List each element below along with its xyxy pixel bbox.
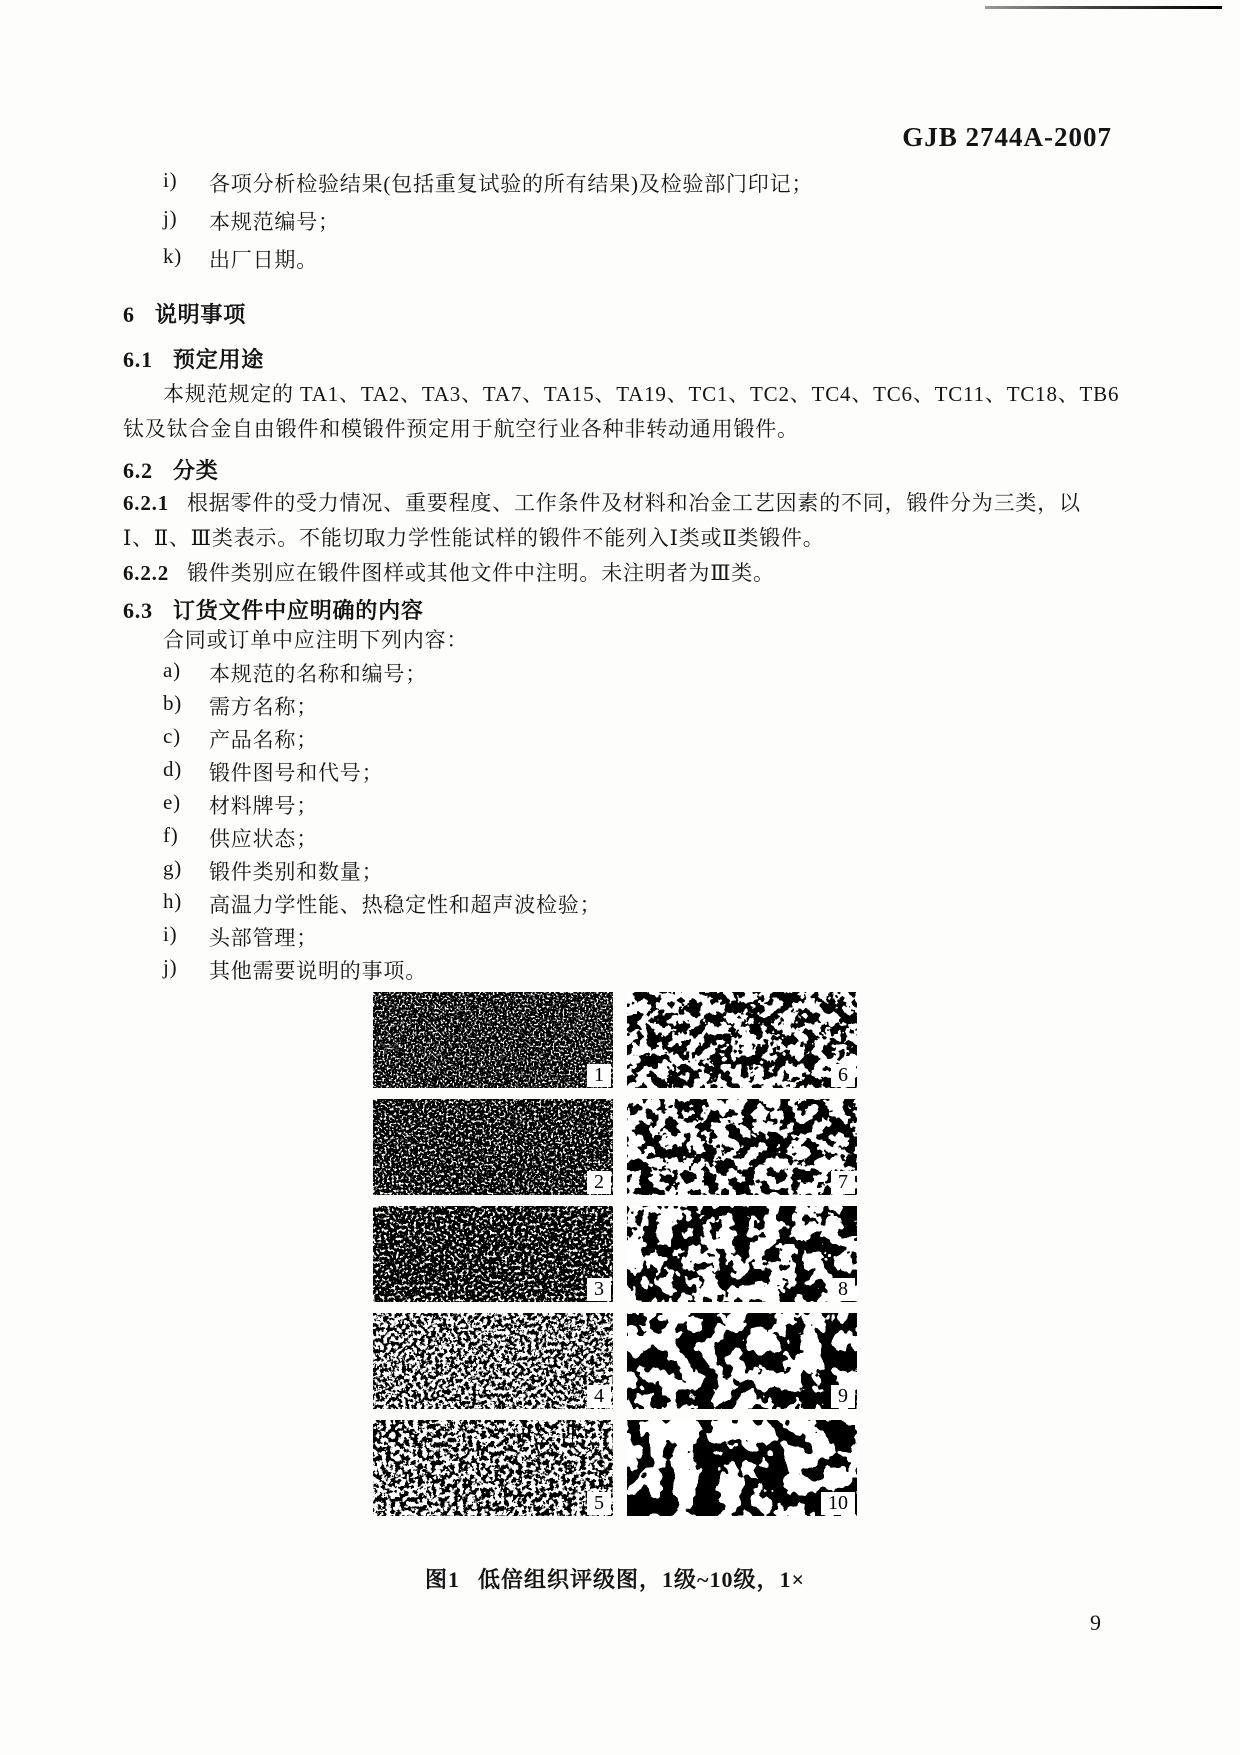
section-number: 6 xyxy=(123,302,135,327)
paragraph-line: Ⅰ、Ⅱ、Ⅲ类表示。不能切取力学性能试样的锻件不能列入Ⅰ类或Ⅱ类锻件。 xyxy=(123,526,825,550)
list-item-label: j) xyxy=(163,955,178,979)
list-item-label: b) xyxy=(163,691,183,715)
list-item-label: j) xyxy=(163,206,178,230)
list-item-e xyxy=(123,790,1123,823)
figure-caption-text: 低倍组织评级图，1级~10级，1× xyxy=(478,1567,805,1592)
paragraph-line: 本规范规定的 TA1、TA2、TA3、TA7、TA15、TA19、TC1、TC2、TC4、TC6、TC11、TC18、TB6 xyxy=(163,382,1120,406)
list-item-label: f) xyxy=(163,823,179,847)
micrograph-grade-label: 3 xyxy=(587,1278,611,1301)
list-item-j xyxy=(123,206,1123,244)
list-item-i xyxy=(123,168,1123,206)
micrograph-image-8 xyxy=(627,1206,857,1302)
doc-number: GJB 2744A-2007 xyxy=(902,122,1112,152)
clause-text: 根据零件的受力情况、重要程度、工作条件及材料和冶金工艺因素的不同，锻件分为三类，以 xyxy=(187,491,1081,515)
clause-number: 6.2.2 xyxy=(123,561,169,585)
list-item-label: a) xyxy=(163,658,181,682)
list-item-b xyxy=(123,691,1123,724)
list-item-label: g) xyxy=(163,856,183,880)
list-item-text: 锻件图号和代号； xyxy=(209,761,384,785)
paragraph-line xyxy=(123,487,1123,522)
list-item-text: 头部管理； xyxy=(209,926,318,950)
list-item-label: d) xyxy=(163,757,183,781)
section-6-1-paragraph xyxy=(123,378,1123,448)
section-title: 说明事项 xyxy=(154,302,247,327)
micrograph-grade-label: 6 xyxy=(831,1064,855,1087)
list-item-text: 本规范的名称和编号； xyxy=(209,662,427,686)
micrograph-grade-label: 7 xyxy=(831,1171,855,1194)
list-item-text: 材料牌号； xyxy=(209,794,318,818)
micrograph-grade-label: 10 xyxy=(821,1492,855,1515)
list-item-j xyxy=(123,955,1123,988)
micrograph-image-1 xyxy=(373,992,613,1088)
list-item-label: k) xyxy=(163,244,183,268)
list-item-text: 本规范编号； xyxy=(209,210,340,234)
page-content xyxy=(123,168,1123,988)
list-item-text: 高温力学性能、热稳定性和超声波检验； xyxy=(209,893,602,917)
list-item-label: h) xyxy=(163,889,183,913)
continuation-list xyxy=(123,168,1123,282)
list-item-text: 出厂日期。 xyxy=(209,248,318,272)
section-6-2-heading xyxy=(123,454,1123,484)
micrograph-grade-label: 5 xyxy=(587,1492,611,1515)
section-number: 6.3 xyxy=(123,598,153,623)
section-6-3-heading xyxy=(123,594,1123,624)
header-rule xyxy=(985,6,1222,9)
figure-caption xyxy=(323,1563,907,1594)
list-item-a xyxy=(123,658,1123,691)
micrograph-grade-label: 2 xyxy=(587,1171,611,1194)
figure-grid xyxy=(373,992,857,1516)
section-title: 分类 xyxy=(172,458,219,483)
section-6-heading xyxy=(123,298,1123,328)
clause-text: 锻件类别应在锻件图样或其他文件中注明。未注明者为Ⅲ类。 xyxy=(187,561,775,585)
section-number: 6.1 xyxy=(123,347,153,372)
list-item-text: 需方名称； xyxy=(209,695,318,719)
figure-1 xyxy=(373,992,857,1516)
micrograph-image-3 xyxy=(373,1206,613,1302)
list-item-label: c) xyxy=(163,724,181,748)
micrograph-grade-label: 9 xyxy=(831,1385,855,1408)
list-item-text: 供应状态； xyxy=(209,827,318,851)
micrograph-grade-label: 1 xyxy=(587,1064,611,1087)
list-item-i xyxy=(123,922,1123,955)
list-item-label: e) xyxy=(163,790,181,814)
section-6-3-intro: 合同或订单中应注明下列内容： xyxy=(163,628,469,652)
list-item-d xyxy=(123,757,1123,790)
paragraph-line: 钛及钛合金自由锻件和模锻件预定用于航空行业各种非转动通用锻件。 xyxy=(123,417,799,441)
micrograph-image-10 xyxy=(627,1420,857,1516)
section-title: 订货文件中应明确的内容 xyxy=(172,598,424,623)
list-item-text: 产品名称； xyxy=(209,728,318,752)
micrograph-grade-label: 4 xyxy=(587,1385,611,1408)
figure-caption-number: 图1 xyxy=(425,1567,461,1592)
order-content-list xyxy=(123,658,1123,988)
list-item-text: 其他需要说明的事项。 xyxy=(209,959,427,983)
list-item-h xyxy=(123,889,1123,922)
micrograph-image-9 xyxy=(627,1313,857,1409)
list-item-label: i) xyxy=(163,168,178,192)
list-item-f xyxy=(123,823,1123,856)
section-title: 预定用途 xyxy=(172,347,265,372)
section-6-1-heading xyxy=(123,343,1123,373)
clause-number: 6.2.1 xyxy=(123,491,169,515)
page-number: 9 xyxy=(1090,1610,1101,1635)
list-item-c xyxy=(123,724,1123,757)
micrograph-image-7 xyxy=(627,1099,857,1195)
list-item-k xyxy=(123,244,1123,282)
micrograph-image-4 xyxy=(373,1313,613,1409)
list-item-text: 锻件类别和数量； xyxy=(209,860,384,884)
micrograph-image-6 xyxy=(627,992,857,1088)
list-item-label: i) xyxy=(163,922,178,946)
micrograph-image-5 xyxy=(373,1420,613,1516)
micrograph-grade-label: 8 xyxy=(831,1278,855,1301)
clause-6-2-2 xyxy=(123,557,1123,592)
list-item-text: 各项分析检验结果(包括重复试验的所有结果)及检验部门印记； xyxy=(209,172,814,196)
clause-6-2-1 xyxy=(123,487,1123,557)
micrograph-image-2 xyxy=(373,1099,613,1195)
list-item-g xyxy=(123,856,1123,889)
section-number: 6.2 xyxy=(123,458,153,483)
